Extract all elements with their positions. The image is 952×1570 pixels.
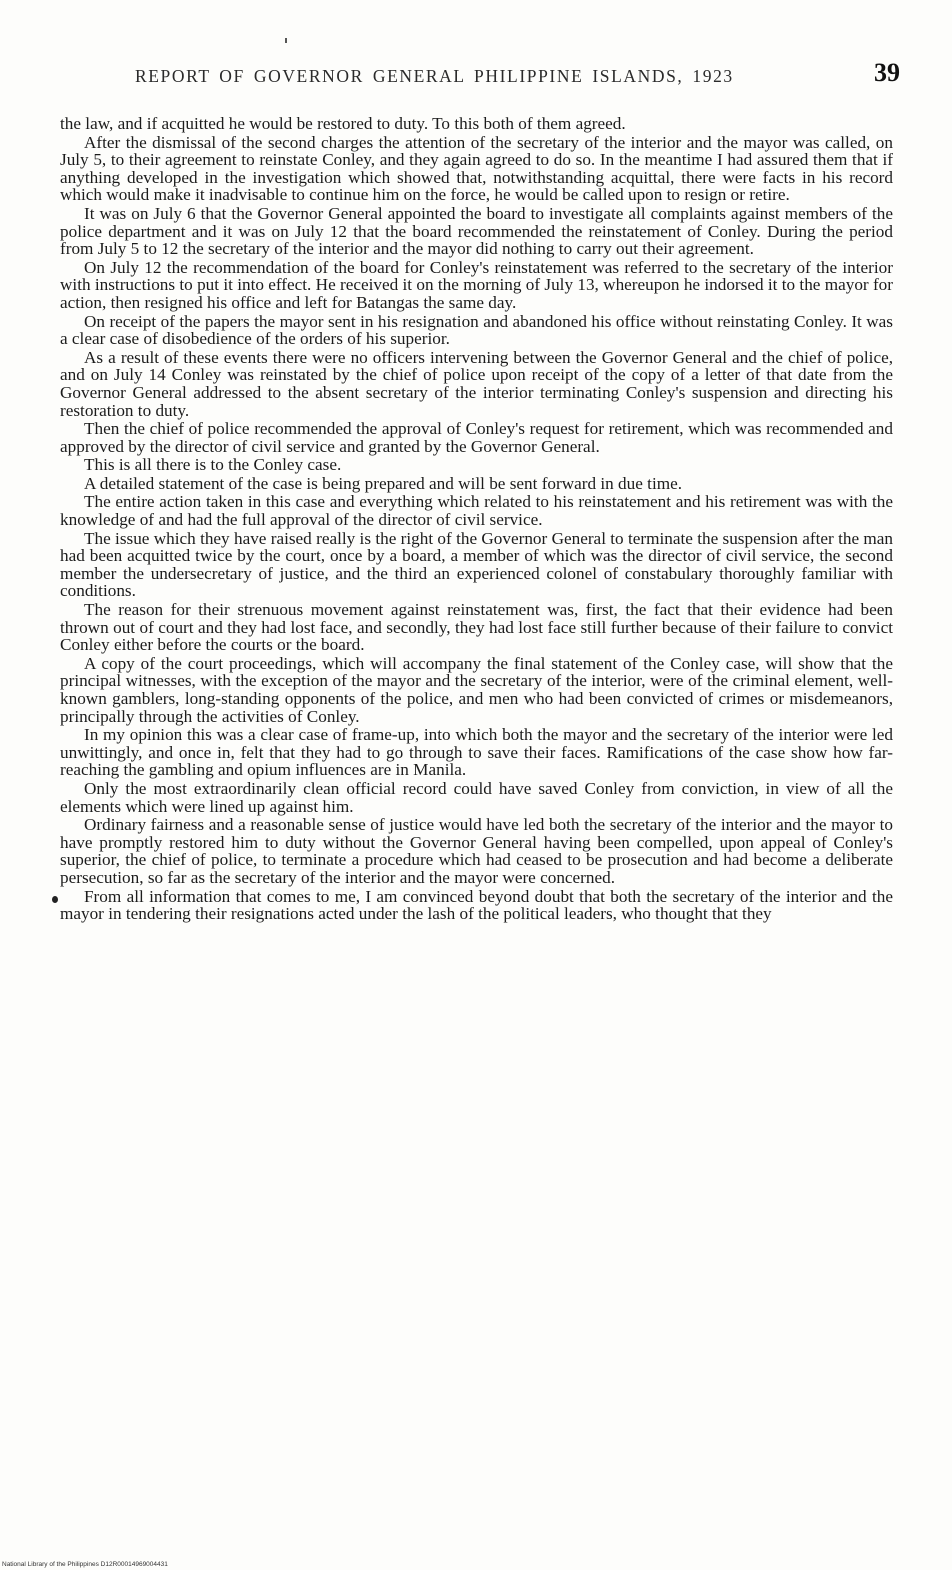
margin-mark [52,896,58,903]
paragraph: The reason for their strenuous movement against reinstatement was, first, the fact that their evidence had been thrown out of court and they had lost face, and secondly, they had lost face still further because of their failure to convict Conley either before the courts or the board. [60,600,893,655]
paragraph: From all information that comes to me, I am convinced beyond doubt that both the secretary of the interior and the mayor in tendering their resignations acted under the lash of the political leaders, who thought that they [60,886,893,924]
running-head: REPORT OF GOVERNOR GENERAL PHILIPPINE ISLANDS, 1923 [135,66,734,86]
paragraph: It was on July 6 that the Governor General appointed the board to investigate all complaints against members of the police department and it was on July 12 that the board recommended the reinstatement of Conley. During the period from July 5 to 12 the secretary of the interior and the mayor did nothing to carry out their agreement. [60,203,893,259]
paragraph: The entire action taken in this case and everything which related to his reinstatement and his retirement was with the knowledge of and had the full approval of the director of civil service. [60,492,893,530]
page-header [130,58,900,98]
scan-speck [285,38,287,43]
paragraph: Then the chief of police recommended the approval of Conley's request for retirement, which was recommended and approved by the director of civil service and granted by the Governor General. [60,419,893,456]
paragraph: The issue which they have raised really is the right of the Governor General to terminate the suspension after the man had been acquitted twice by the court, once by a board, a member of which was the director of civil service, the second member the undersecretary of justice, and the third an experienced colonel of constabulary thoroughly familiar with conditions. [60,528,893,601]
body-text [60,115,893,924]
paragraph: As a result of these events there were no officers intervening between the Governor General and the chief of police, and on July 14 Conley was reinstated by the chief of police upon receipt of the copy of a letter of that date from the Governor General addressed to the absent secretary of the interior terminating Conley's suspension and directing his restoration to duty. [60,347,893,420]
paragraph: A detailed statement of the case is being prepared and will be sent forward in due time. [84,473,683,493]
paragraph: In my opinion this was a clear case of frame-up, into which both the mayor and the secretary of the interior were led unwittingly, and once in, felt that they had to go through to save their faces. Ramifications of the case show how far-reaching the gambling and opium influences are in Manila. [60,725,893,780]
page-number: 39 [874,58,900,87]
paragraph: A copy of the court proceedings, which will accompany the final statement of the Conley case, will show that the principal witnesses, with the exception of the mayor and the secretary of the interior, were of the criminal element, well-known gamblers, long-standing opponents of the police, and men who had been convicted of crimes or misdemeanors, principally through the activities of Conley. [60,653,893,726]
paragraph: After the dismissal of the second charges the attention of the secretary of the interior and the mayor was called, on July 5, to their agreement to reinstate Conley, and they again agreed to do so. In the meantime I had assured them that if anything developed in the investigation which showed that, notwithstanding acquittal, there were facts in his record which would make it inadvisable to continue him on the force, he would be called upon to resign or retire. [60,132,893,205]
paragraph-continued: the law, and if acquitted he would be restored to duty. To this both of them agreed. [60,114,626,133]
paragraph: On July 12 the recommendation of the board for Conley's reinstatement was referred to the secretary of the interior with instructions to put it into effect. He received it on the morning of July 13, whereupon he indorsed it to the mayor for action, then resigned his office and left for Batangas the same day. [60,257,893,312]
paragraph: This is all there is to the Conley case. [84,455,342,475]
paragraph: Only the most extraordinarily clean official record could have saved Conley from conviction, in view of all the elements which were lined up against him. [60,778,893,816]
paragraph: Ordinary fairness and a reasonable sense of justice would have led both the secretary of the interior and the mayor to have promptly restored him to duty without the Governor General having been compelled, upon appeal of Conley's superior, the chief of police, to terminate a procedure which had ceased to be prosecution and had become a deliberate persecution, so far as the secretary of the interior and the mayor were concerned. [60,815,893,887]
scan-footer: National Library of the Philippines D12R00014969004431 [2,1561,168,1568]
paragraph: On receipt of the papers the mayor sent in his resignation and abandoned his office without reinstating Conley. It was a clear case of disobedience of the orders of his superior. [60,311,893,349]
